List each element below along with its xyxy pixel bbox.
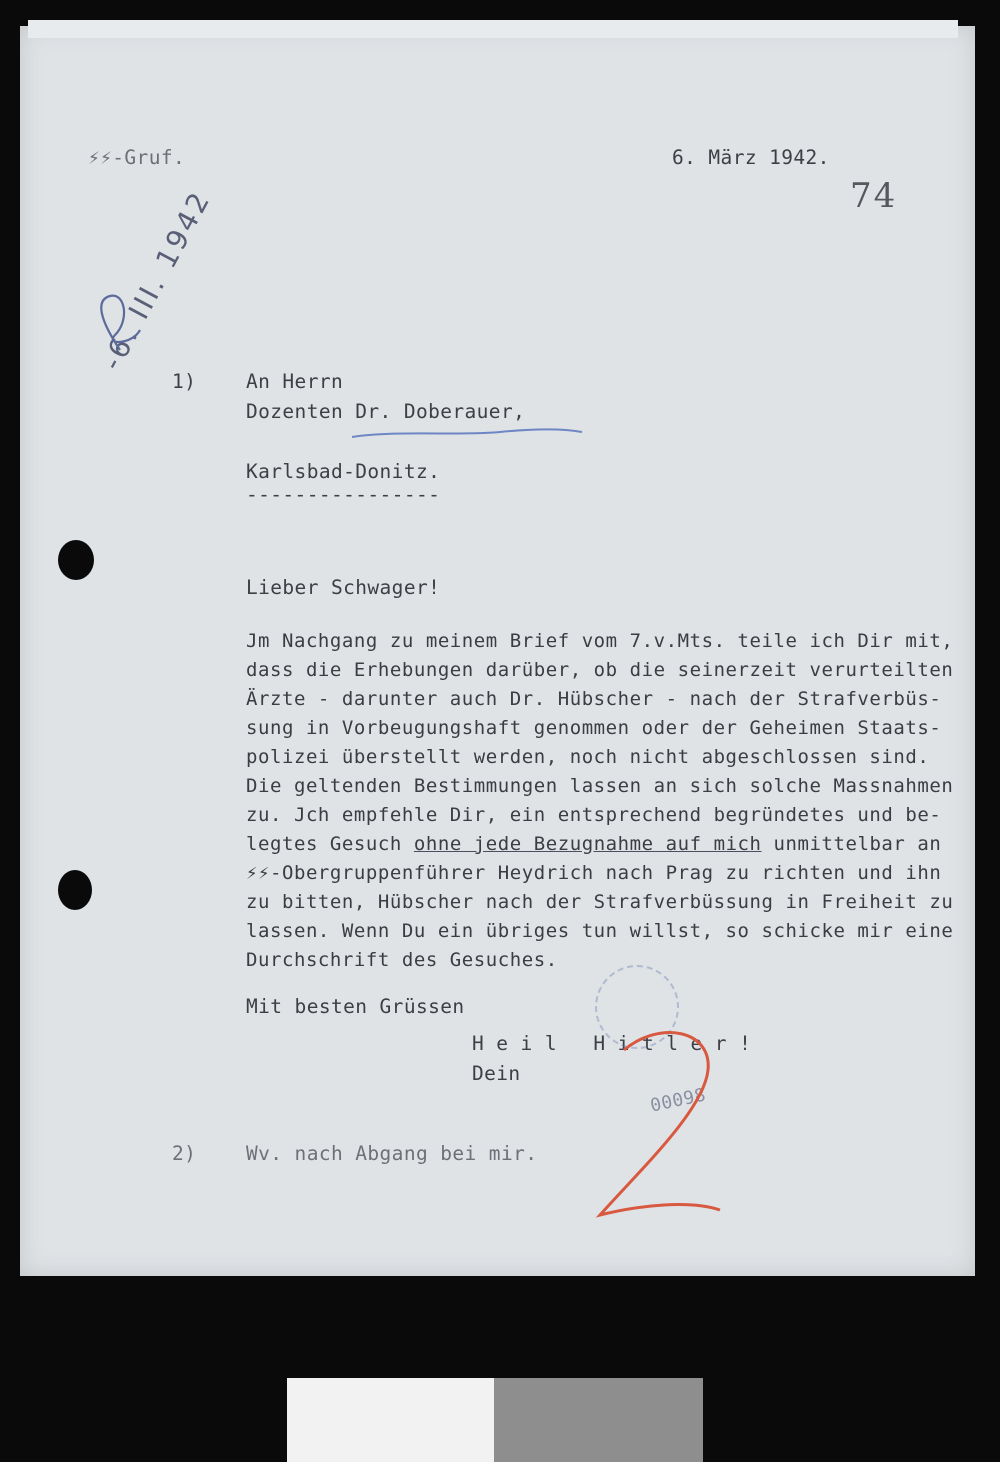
underlined-phrase: ohne jede Bezugnahme auf mich (413, 833, 762, 855)
closing-sign: Dein (472, 1062, 521, 1085)
recipient-name: Dozenten Dr. Doberauer, (246, 400, 526, 423)
closing-regards: Mit besten Grüssen (246, 995, 465, 1018)
blue-initial-mark (101, 296, 140, 350)
body-line: zu. Jch empfehle Dir, ein entsprechend begründetes und be- (246, 804, 942, 826)
greeting: Lieber Schwager! (246, 576, 441, 599)
blue-pencil-stroke (352, 429, 582, 437)
item-number-2: 2) (172, 1142, 197, 1165)
letter-date: 6. März 1942. (672, 146, 830, 169)
body-line: ⚡⚡-Obergruppenführer Heydrich nach Prag zu richten und ihn (246, 862, 942, 884)
body-line: Durchschrift des Gesuches. (246, 949, 558, 971)
body-text: legtes Gesuch (246, 833, 414, 855)
calibration-gray-bar (494, 1378, 703, 1462)
sender-code: ⚡⚡-Gruf. (88, 146, 186, 169)
received-date-stamp: -6. III. 1942 (95, 184, 218, 376)
body-line: Ärzte - darunter auch Dr. Hübscher - nach der Strafverbüs- (246, 688, 942, 710)
body-line: Die geltenden Bestimmungen lassen an sich solche Massnahmen (246, 775, 954, 797)
red-pencil-two (600, 1033, 720, 1215)
body-text: unmittelbar an (761, 833, 942, 855)
body-line: zu bitten, Hübscher nach der Strafverbüssung in Freiheit zu (246, 891, 954, 913)
recipient-place-underline: ---------------- (246, 483, 441, 506)
body-line: sung in Vorbeugungshaft genommen oder der Geheimen Staats- (246, 717, 942, 739)
recipient-salutation: An Herrn (246, 370, 344, 393)
body-line: dass die Erhebungen darüber, ob die seinerzeit verurteilten (246, 659, 954, 681)
body-line: polizei überstellt werden, noch nicht abgeschlossen sind. (246, 746, 930, 768)
body-line: Jm Nachgang zu meinem Brief vom 7.v.Mts. teile ich Dir mit, (246, 630, 954, 652)
calibration-white-bar (287, 1378, 494, 1462)
follow-up-note: Wv. nach Abgang bei mir. (246, 1142, 538, 1165)
closing-heil: H e i l H i t l e r ! (472, 1032, 752, 1055)
recipient-place: Karlsbad-Donitz. (246, 460, 441, 483)
item-number-1: 1) (172, 370, 197, 393)
archive-stamp-number: 00098 (648, 1084, 708, 1117)
body-line: lassen. Wenn Du ein übriges tun willst, so schicke mir eine (246, 920, 954, 942)
handwritten-page-number: 74 (850, 176, 898, 216)
